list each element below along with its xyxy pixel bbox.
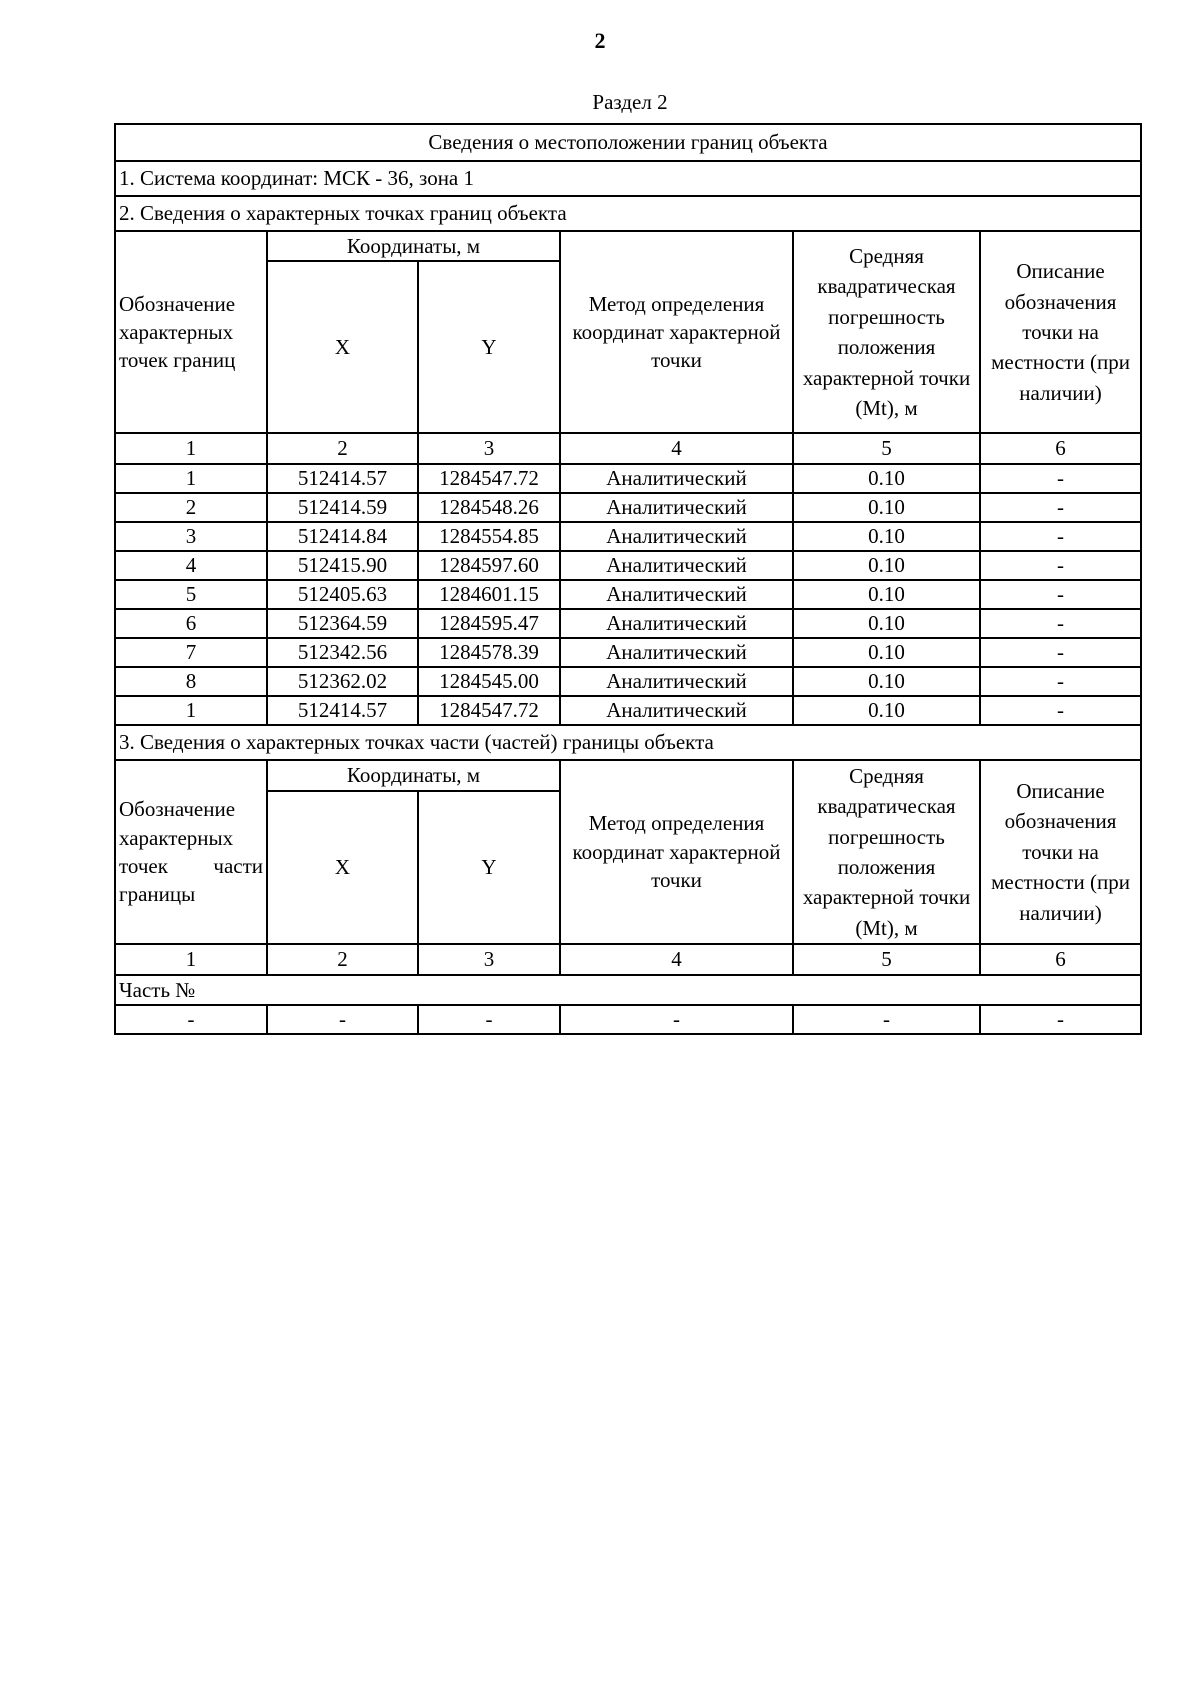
column-number: 3 <box>418 433 560 463</box>
part-label: Часть № <box>115 975 1141 1005</box>
point-description: - <box>980 696 1141 725</box>
section3-title: 3. Сведения о характерных точках части (частей) границы объекта <box>115 725 1141 760</box>
point-mt: 0.10 <box>793 551 980 580</box>
table-row <box>115 609 1141 638</box>
point-mt: 0.10 <box>793 696 980 725</box>
point-x: 512414.59 <box>267 493 418 522</box>
header-y-2: Y <box>418 791 560 945</box>
table-row <box>115 522 1141 551</box>
header-point-designation: Обозначение характерных точек границ <box>115 231 267 433</box>
column-number: 4 <box>560 433 793 463</box>
point-description: - <box>980 464 1141 493</box>
point-method: Аналитический <box>560 580 793 609</box>
part-cell: - <box>267 1005 418 1034</box>
point-id: 4 <box>115 551 267 580</box>
column-number: 6 <box>980 944 1141 974</box>
point-mt: 0.10 <box>793 580 980 609</box>
part-body <box>115 1005 1141 1034</box>
point-id: 6 <box>115 609 267 638</box>
point-y: 1284547.72 <box>418 696 560 725</box>
point-method: Аналитический <box>560 638 793 667</box>
header-method: Метод определения координат характерной точки <box>560 231 793 433</box>
header-part-point-designation-text: Обозначение характерных точек части границы <box>119 797 263 907</box>
point-y: 1284545.00 <box>418 667 560 696</box>
column-numbers-row <box>115 433 1141 463</box>
column-number: 1 <box>115 944 267 974</box>
header-method-2: Метод определения координат характерной точки <box>560 760 793 945</box>
column-number: 1 <box>115 433 267 463</box>
header-y: Y <box>418 261 560 433</box>
point-id: 2 <box>115 493 267 522</box>
section2-title: 2. Сведения о характерных точках границ объекта <box>115 196 1141 231</box>
point-method: Аналитический <box>560 696 793 725</box>
point-method: Аналитический <box>560 609 793 638</box>
point-x: 512364.59 <box>267 609 418 638</box>
point-description: - <box>980 667 1141 696</box>
point-method: Аналитический <box>560 522 793 551</box>
point-y: 1284554.85 <box>418 522 560 551</box>
table-title: Сведения о местоположении границ объекта <box>115 124 1141 161</box>
point-y: 1284578.39 <box>418 638 560 667</box>
header-description-2: Описание обозначения точки на местности (при наличии) <box>980 760 1141 945</box>
header-coordinates: Координаты, м <box>267 231 560 261</box>
column-number: 2 <box>267 433 418 463</box>
point-y: 1284595.47 <box>418 609 560 638</box>
part-cell: - <box>418 1005 560 1034</box>
part-cell: - <box>980 1005 1141 1034</box>
column-number: 5 <box>793 944 980 974</box>
coordinate-system: 1. Система координат: МСК - 36, зона 1 <box>115 161 1141 196</box>
point-description: - <box>980 580 1141 609</box>
part-cell: - <box>793 1005 980 1034</box>
column-number: 5 <box>793 433 980 463</box>
point-mt: 0.10 <box>793 464 980 493</box>
point-mt: 0.10 <box>793 638 980 667</box>
point-x: 512414.84 <box>267 522 418 551</box>
point-y: 1284601.15 <box>418 580 560 609</box>
point-method: Аналитический <box>560 667 793 696</box>
point-description: - <box>980 493 1141 522</box>
points-body <box>115 464 1141 725</box>
point-id: 7 <box>115 638 267 667</box>
point-id: 1 <box>115 464 267 493</box>
table-row <box>115 493 1141 522</box>
table-row <box>115 638 1141 667</box>
header-description: Описание обозначения точки на местности (при наличии) <box>980 231 1141 433</box>
point-x: 512362.02 <box>267 667 418 696</box>
boundary-table <box>114 123 1142 1035</box>
column-numbers-row-2 <box>115 944 1141 974</box>
point-mt: 0.10 <box>793 522 980 551</box>
point-x: 512414.57 <box>267 696 418 725</box>
header-x: X <box>267 261 418 433</box>
point-mt: 0.10 <box>793 609 980 638</box>
point-method: Аналитический <box>560 493 793 522</box>
part-cell: - <box>115 1005 267 1034</box>
point-method: Аналитический <box>560 551 793 580</box>
point-description: - <box>980 638 1141 667</box>
table-row <box>115 580 1141 609</box>
point-id: 3 <box>115 522 267 551</box>
point-mt: 0.10 <box>793 667 980 696</box>
header-part-point-designation <box>115 760 267 945</box>
point-x: 512415.90 <box>267 551 418 580</box>
point-id: 8 <box>115 667 267 696</box>
part-cell: - <box>560 1005 793 1034</box>
point-id: 1 <box>115 696 267 725</box>
table-row <box>115 551 1141 580</box>
point-y: 1284547.72 <box>418 464 560 493</box>
header-coordinates-2: Координаты, м <box>267 760 560 791</box>
column-number: 3 <box>418 944 560 974</box>
header-x-2: X <box>267 791 418 945</box>
point-method: Аналитический <box>560 464 793 493</box>
point-description: - <box>980 522 1141 551</box>
header-mean-square-error: Средняя квадратическая погрешность положения характерной точки (Mt), м <box>793 231 980 433</box>
table-row <box>115 464 1141 493</box>
header-mean-square-error-2: Средняя квадратическая погрешность положения характерной точки (Mt), м <box>793 760 980 945</box>
page-number: 2 <box>594 28 606 53</box>
table-row <box>115 667 1141 696</box>
column-number: 2 <box>267 944 418 974</box>
column-number: 4 <box>560 944 793 974</box>
point-x: 512414.57 <box>267 464 418 493</box>
point-description: - <box>980 609 1141 638</box>
table-row <box>115 1005 1141 1034</box>
point-x: 512405.63 <box>267 580 418 609</box>
point-x: 512342.56 <box>267 638 418 667</box>
point-y: 1284548.26 <box>418 493 560 522</box>
column-number: 6 <box>980 433 1141 463</box>
point-description: - <box>980 551 1141 580</box>
table-row <box>115 696 1141 725</box>
section-title: Раздел 2 <box>592 90 668 114</box>
point-id: 5 <box>115 580 267 609</box>
point-y: 1284597.60 <box>418 551 560 580</box>
point-mt: 0.10 <box>793 493 980 522</box>
